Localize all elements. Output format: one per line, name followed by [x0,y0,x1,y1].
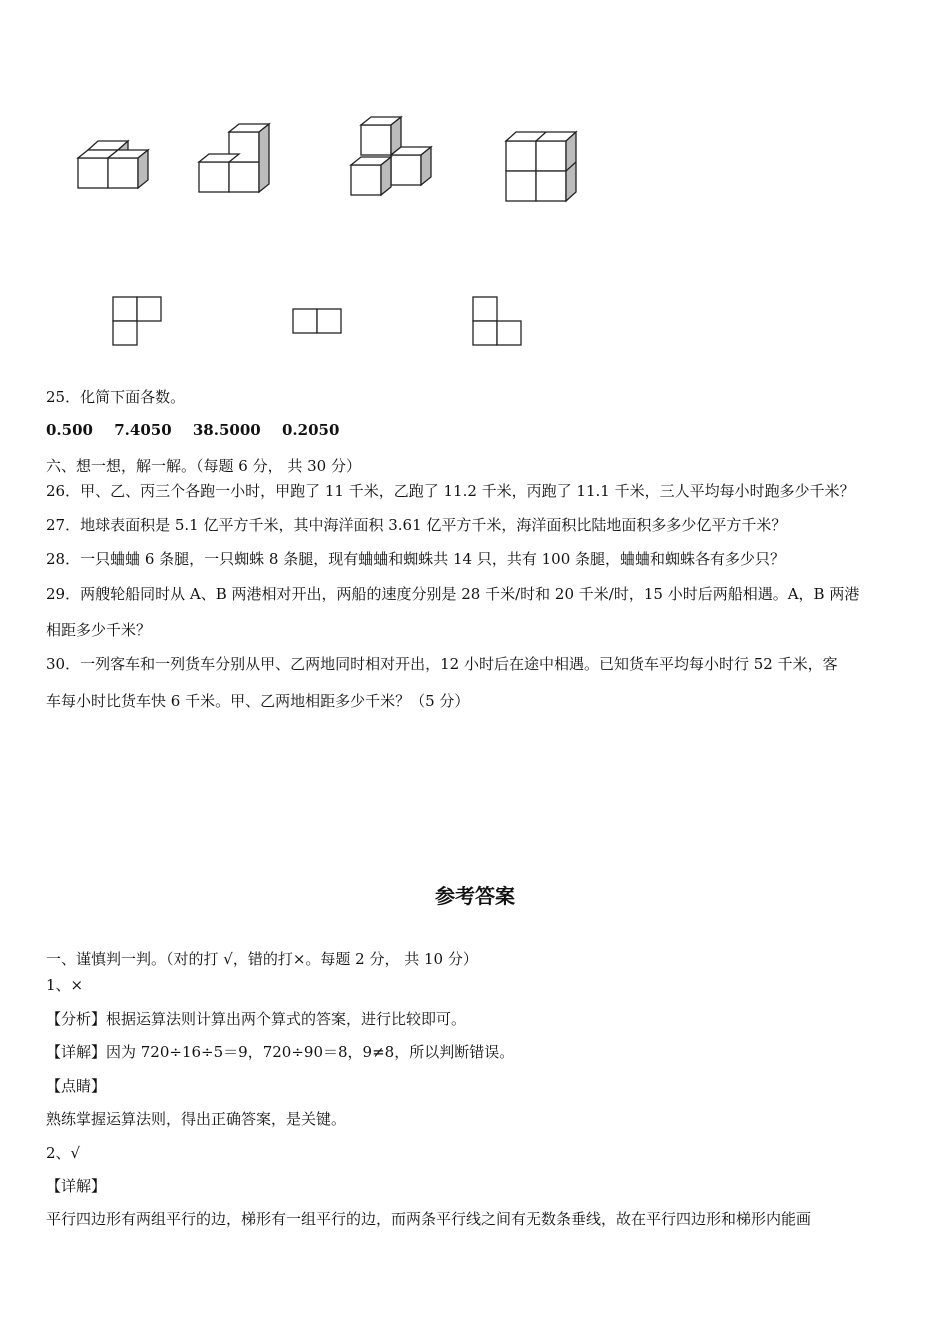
q30-line2: 车每小时比货车快 6 千米。甲、乙两地相距多少千米？（5 分） [46,692,470,710]
answer-1-point: 熟练掌握运算法则，得出正确答案，是关键。 [46,1110,347,1128]
answers-section1: 一、谨慎判一判。（对的打 √，错的打×。每题 2 分， 共 10 分） [46,950,478,968]
answer-2-detail-label: 【详解】 [46,1177,107,1195]
number-item: 38.5000 [192,421,261,439]
answer-1-analysis: 【分析】根据运算法则计算出两个算式的答案，进行比较即可。 [46,1010,467,1028]
q27: 27．地球表面积是 5.1 亿平方千米，其中海洋面积 3.61 亿平方千米，海洋面积比陆地面积多多少亿平方千米？ [46,516,787,534]
cube-figures [0,0,950,360]
q29-line2: 相距多少千米？ [46,621,152,639]
answer-1-label: 1、× [46,976,84,994]
q30-line1: 30．一列客车和一列货车分别从甲、乙两地同时相对开出，12 小时后在途中相遇。已知货车平均每小时行 52 千米，客 [46,655,838,673]
cube-figure-4 [506,132,576,201]
answers-title: 参考答案 [435,884,515,908]
answer-2-label: 2、√ [46,1144,81,1162]
section6-heading: 六、想一想，解一解。（每题 6 分， 共 30 分） [46,457,361,475]
answer-1-detail: 【详解】因为 720÷16÷5＝9，720÷90＝8，9≠8，所以判断错误。 [46,1043,515,1061]
cube-figure-3 [351,117,431,195]
answer-2-detail: 平行四边形有两组平行的边，梯形有一组平行的边，而两条平行线之间有无数条垂线，故在平行四边形和梯形内能画 [46,1210,812,1228]
q28: 28．一只蛐蛐 6 条腿，一只蜘蛛 8 条腿，现有蛐蛐和蜘蛛共 14 只，共有 100 条腿，蛐蛐和蜘蛛各有多少只？ [46,550,786,568]
cube-figure-2 [199,124,269,192]
q25-prompt: 25．化简下面各数。 [46,388,186,406]
answer-1-point-label: 【点睛】 [46,1077,107,1095]
q26: 26．甲、乙、丙三个各跑一小时，甲跑了 11 千米，乙跑了 11.2 千米，丙跑了 11.1 千米，三人平均每小时跑多少千米？ [46,482,855,500]
view-2 [293,309,341,333]
view-3 [473,297,521,345]
q25-numbers [46,421,355,439]
number-item: 0.500 [46,421,93,439]
number-item: 7.4050 [114,421,172,439]
view-1 [113,297,161,345]
number-item: 0.2050 [281,421,340,439]
cube-figure-1 [78,141,148,188]
q29-line1: 29．两艘轮船同时从 A、B 两港相对开出，两船的速度分别是 28 千米/时和 20 千米/时，15 小时后两船相遇。A，B 两港 [46,585,860,603]
